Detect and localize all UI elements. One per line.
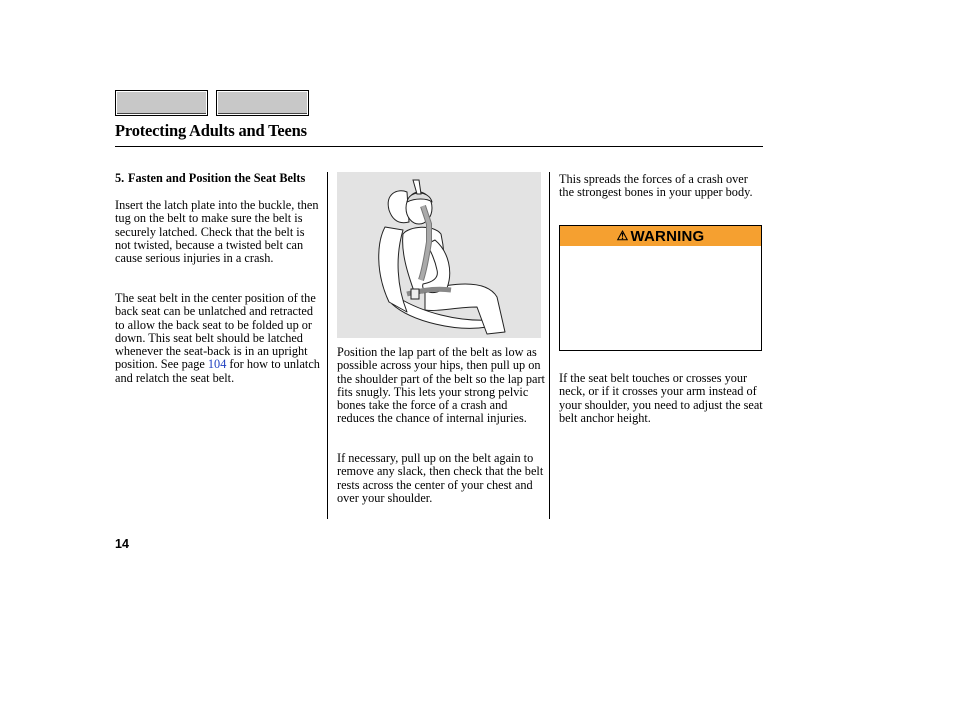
warning-box <box>559 225 762 351</box>
col1-paragraph-2-text: The seat belt in the center position of the back seat can be unlatched and retracted to allow the back seat to be folded up or down. This seat belt should be latched whenever the seat-back is in an upright position. See page <box>115 291 316 372</box>
col2-paragraph-2: If necessary, pull up on the belt again to remove any slack, then check that the belt rests across the center of your chest and over your shoulder. <box>337 451 544 505</box>
col3-paragraph-2: If the seat belt touches or crosses your neck, or if it crosses your arm instead of your shoulder, you need to adjust the seat belt anchor height. <box>559 371 763 425</box>
page-title: Protecting Adults and Teens <box>115 121 307 140</box>
warning-header <box>560 226 761 246</box>
step-heading <box>115 172 320 185</box>
seated-passenger-figure <box>337 172 541 338</box>
col1-paragraph-2-text-end: for how to unlatch and relatch the seat belt. <box>115 357 320 385</box>
page-reference-link[interactable]: 104 <box>207 357 227 372</box>
warning-label: WARNING <box>630 227 705 245</box>
nav-tab-1[interactable] <box>115 90 208 116</box>
nav-tab-2[interactable] <box>216 90 309 116</box>
page-number: 14 <box>115 537 129 551</box>
title-rule <box>115 146 763 147</box>
col2-paragraph-1: Position the lap part of the belt as low as possible across your hips, then pull up on the shoulder part of the belt so the lap part fits snugly. This lets your strong pelvic bones take the force of a crash and reduces the chance of internal injuries. <box>337 345 545 426</box>
col1-paragraph-1: Insert the latch plate into the buckle, then tug on the belt to make sure the belt is securely latched. Check that the belt is not twisted, because a twisted belt can cause serious injuries in a crash. <box>115 198 319 266</box>
column-divider-2 <box>549 172 550 519</box>
column-divider-1 <box>327 172 328 519</box>
warning-triangle-icon: ⚠ <box>616 228 629 243</box>
col1-paragraph-2 <box>115 292 321 385</box>
col3-paragraph-1: This spreads the forces of a crash over the strongest bones in your upper body. <box>559 172 753 200</box>
step-number: 5. <box>115 171 125 185</box>
step-title: Fasten and Position the Seat Belts <box>128 171 306 185</box>
seat-belt-illustration <box>337 172 541 338</box>
